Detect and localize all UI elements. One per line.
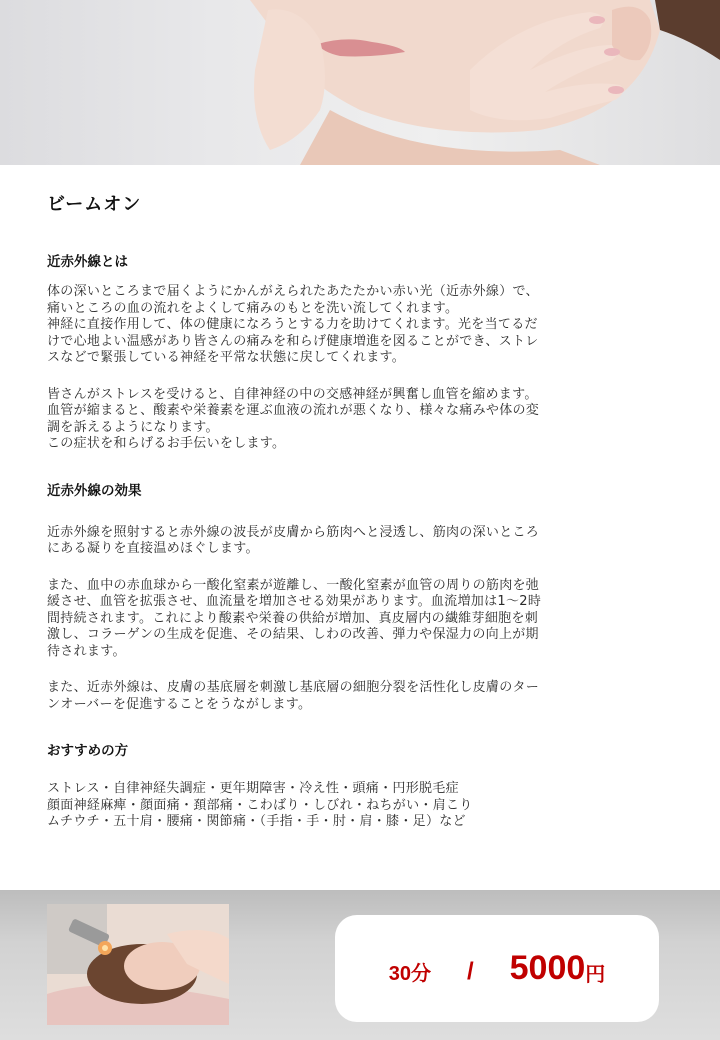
- price-amount: 5000: [509, 949, 586, 987]
- section-paragraph: 体の深いところまで届くようにかんがえられたあたたかい赤い光（近赤外線）で、 痛いところの血の流れをよくして痛みのもとを洗い流してくれます。 神経に直接作用して、体の健康になろうとする力を助けてくれます。光を当てるだ けで心地よい温感があり皆さんの痛みを和らげ健康増進を図ることができ、ストレ スなどで緊張している神経を平常な状態に戻してくれます。: [47, 284, 539, 365]
- treatment-photo: [47, 904, 229, 1025]
- section-paragraph: 皆さんがストレスを受けると、自律神経の中の交感神経が興奮し血管を縮めます。 血管が縮まると、酸素や栄養素を運ぶ血液の流れが悪くなり、様々な痛みや体の変 調を訴えるようになります。 この症状を和らげるお手伝いをします。: [47, 386, 540, 451]
- price-footer: [0, 890, 720, 1040]
- page-title: ビームオン: [47, 194, 142, 215]
- section-paragraph: また、血中の赤血球から一酸化窒素が遊離し、一酸化窒素が血管の周りの筋肉を弛 緩させ、血管を拡張させ、血流量を増加させる効果があります。血流増加は1～2時 間持続されます。これにより酸素や栄養の供給が増加、真皮層内の繊維芽細胞を刺 激し、コラーゲンの生成を促進、その結果、しわの改善、弾力や保湿力の向上が期 待されます。: [47, 577, 542, 659]
- treatment-illustration: [47, 904, 229, 1025]
- section-heading: 近赤外線の効果: [47, 482, 142, 499]
- hero-illustration: [0, 0, 720, 165]
- section-effects: [47, 479, 647, 714]
- price-currency: 円: [585, 964, 606, 986]
- hero-photo: [0, 0, 720, 165]
- price-separator: /: [466, 957, 474, 985]
- main-content: [47, 190, 647, 851]
- section-recommended: [47, 739, 647, 831]
- section-heading: おすすめの方: [47, 743, 129, 759]
- price-card: [335, 915, 659, 1022]
- section-paragraph: ストレス・自律神経失調症・更年期障害・冷え性・頭痛・円形脱毛症 顔面神経麻痺・顔面痛・頚部痛・こわばり・しびれ・ねちがい・肩こり ムチウチ・五十肩・腰痛・関節痛・（手指・手・肘・肩・膝・足）など: [47, 781, 473, 829]
- price-duration: 30分: [388, 963, 431, 985]
- section-heading: 近赤外線とは: [47, 254, 128, 270]
- section-paragraph: 近赤外線を照射すると赤外線の波長が皮膚から筋肉へと浸透し、筋肉の深いところ にある凝りを直接温めほぐします。: [47, 524, 540, 556]
- section-what-is: [47, 250, 647, 453]
- section-paragraph: また、近赤外線は、皮膚の基底層を刺激し基底層の細胞分裂を活性化し皮膚のター ンオーバーを促進することをうながします。: [47, 680, 540, 712]
